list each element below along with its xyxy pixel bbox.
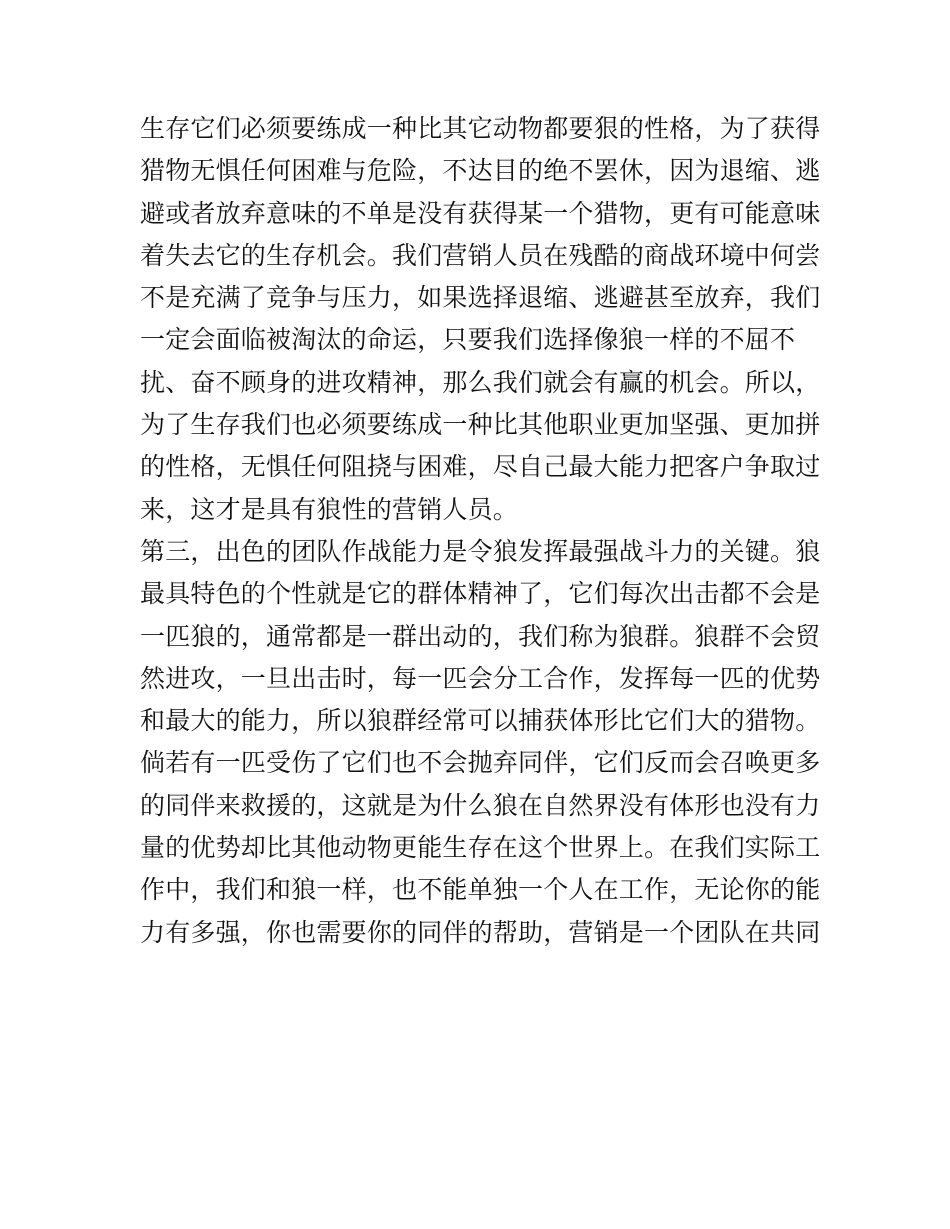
text-line: 第三，出色的团队作战能力是令狼发挥最强战斗力的关键。狼	[140, 536, 821, 566]
text-line: 作中，我们和狼一样，也不能单独一个人在工作，无论你的能	[140, 875, 821, 905]
text-line: 量的优势却比其他动物更能生存在这个世界上。在我们实际工	[140, 833, 821, 863]
text-line: 避或者放弃意味的不单是没有获得某一个猎物，更有可能意味	[140, 198, 821, 228]
text-line: 猎物无惧任何困难与危险，不达目的绝不罢休，因为退缩、逃	[140, 156, 821, 186]
body-text	[140, 108, 820, 954]
text-line: 生存它们必须要练成一种比其它动物都要狠的性格，为了获得	[140, 114, 821, 143]
text-line: 的同伴来救援的，这就是为什么狼在自然界没有体形也没有力	[140, 790, 821, 820]
text-line: 力有多强，你也需要你的同伴的帮助，营销是一个团队在共同	[140, 917, 821, 947]
text-line: 然进攻，一旦出击时，每一匹会分工合作，发挥每一匹的优势	[140, 663, 821, 693]
text-line: 不是充满了竞争与压力，如果选择退缩、逃避甚至放弃，我们	[140, 283, 821, 313]
text-line: 一定会面临被淘汰的命运，只要我们选择像狼一样的不屈不	[140, 325, 796, 355]
text-line: 着失去它的生存机会。我们营销人员在残酷的商战环境中何尝	[140, 240, 821, 270]
text-line: 和最大的能力，所以狼群经常可以捕获体形比它们大的猎物。	[140, 706, 821, 736]
text-line: 倘若有一匹受伤了它们也不会抛弃同伴，它们反而会召唤更多	[140, 748, 821, 778]
text-line: 的性格，无惧任何阻挠与困难，尽自己最大能力把客户争取过	[140, 452, 821, 482]
text-line: 来，这才是具有狼性的营销人员。	[140, 494, 519, 524]
text-line: 扰、奋不顾身的进攻精神，那么我们就会有赢的机会。所以，	[140, 367, 821, 397]
text-line: 为了生存我们也必须要练成一种比其他职业更加坚强、更加拼	[140, 410, 821, 440]
text-line: 一匹狼的，通常都是一群出动的，我们称为狼群。狼群不会贸	[140, 621, 821, 651]
text-line: 最具特色的个性就是它的群体精神了，它们每次出击都不会是	[140, 579, 821, 609]
